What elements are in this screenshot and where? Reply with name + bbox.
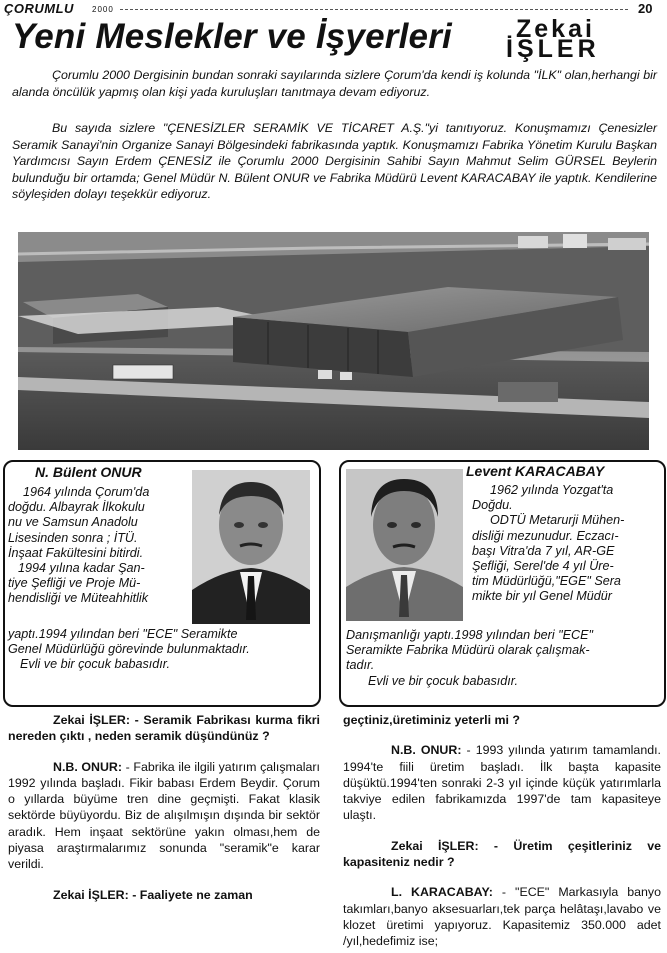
magazine-brand: ÇORUMLU: [4, 1, 74, 16]
interview-answer: L. KARACABAY: - "ECE" Markasıyla banyo takımları,banyo aksesuarları,tek parça helâtaşı,lavabo ve klozet üretimi yapıyoruz. Kapasitemiz 350.000 adet /yıl,hedefimiz ise;: [343, 885, 661, 949]
header-divider: [120, 9, 628, 10]
portrait-photo: [192, 470, 310, 624]
factory-aerial-photo: [18, 232, 649, 450]
intro-paragraph: Çorumlu 2000 Dergisinin bundan sonraki sayılarında sizlere Çorum'da kendi iş kolunda "İLK" olan,herhangi bir alanda öncülük yapmış olan kişi yada kuruluşları tanıtmaya devam ediyoruz.: [12, 68, 657, 99]
interview-question: geçtiniz,üretiminiz yeterli mi ?: [343, 713, 520, 727]
bio-name: N. Bülent ONUR: [35, 464, 142, 480]
interview-answer: N.B. ONUR: - 1993 yılında yatırım tamamlandı. 1994'te fiili üretim başladı. İlk başta kapasite düşüktü.1994'ten sonraki 2-3 yıl içinde küçük yatırımlarla takviye edilen fabrikamızda 1997'de tam kapasiteye ulaştı.: [343, 743, 661, 823]
factory-photo-drawing: [18, 232, 649, 450]
bio-text-onur: 1964 yılında Çorum'da doğdu. Albayrak İlkokulu nu ve Samsun Anadolu Lisesinden sonra ; İTÜ. İnşaat Fakültesini bitirdi. 1994 yılına kadar Şan- tiye Şefliği ve Proje Mü- hendisliği ve Müteahhitlik: [8, 485, 150, 606]
portrait-onur: [192, 470, 310, 624]
intro-paragraph: Bu sayıda sizlere "ÇENESİZLER SERAMİK VE TİCARET A.Ş."yi tanıtıyoruz. Konuşmamızı Çenesizler Seramik Sanayi'nin Organize Sanayi Bölgesindeki fabrikasında yaptık. Konuşmamızı Fabrika Yönetim Kurulu Başkan Yardımcısı Sayın Erdem ÇENESİZ ile Çorumlu 2000 Dergisinin Sahibi Sayın Mahmut Selim GÜRSEL Beylerin bulunduğu bir ortamda; Genel Müdür N. Bülent ONUR ve Fabrika Müdürü Levent KARACABAY ile yaptık. Kendilerine söyleşiden dolayı teşekkür ediyoruz.: [12, 121, 657, 202]
interview-column-right: [343, 712, 661, 950]
bio-text-karacabay-cont: Danışmanlığı yaptı.1998 yılından beri "ECE" Seramikte Fabrika Müdürü olarak çalışmak- tadır. Evli ve bir çocuk babasıdır.: [346, 628, 593, 688]
interview-answer: N.B. ONUR: - Fabrika ile ilgili yatırım çalışmaları 1992 yılında başladı. Fikir babası Erdem Beydir. Çorum o yıllarda büyüme tren dine geçmişti. Fakat klasik sektörde büyüyordu. Biz de alışılmışın dışında bir sektör aradık. Hem inşaat sektörüne yakın olması,hem de piyasa araştırmalarımız sonunda "seramik"e karar verildi.: [8, 759, 320, 872]
author-last-name: İŞLER: [506, 35, 600, 63]
interview-question: Zekai İŞLER: - Faaliyete ne zaman: [53, 887, 253, 902]
interview-question: Zekai İŞLER: - Üretim çeşitleriniz ve kapasiteniz nedir ?: [343, 838, 661, 870]
page-number: 20: [638, 1, 653, 16]
interview-column-left: [8, 712, 320, 903]
bio-text-onur-cont: yaptı.1994 yılından beri "ECE" Seramikte Genel Müdürlüğü görevinde bulunmaktadır. Evli ve bir çocuk babasıdır.: [8, 627, 250, 672]
portrait-photo: [346, 469, 463, 621]
bio-text-karacabay: 1962 yılında Yozgat'ta Doğdu. ODTÜ Metarurji Mühen- disliği mezunudur. Eczacı- başı Vitra'da 7 yıl, AR-GE Şefliği, Serel'de 4 yıl Üre- tim Müdürlüğü,"EGE" Sera mikte bir yıl Genel Müdür: [472, 483, 625, 604]
portrait-karacabay: [346, 469, 463, 621]
magazine-year: 2000: [92, 5, 114, 14]
bio-name: Levent KARACABAY: [466, 463, 605, 479]
interview-question: Zekai İŞLER: - Seramik Fabrikası kurma fikri nereden çıktı , neden seramik düşündünüz ?: [8, 713, 320, 744]
author-first-name: Zekai: [516, 15, 595, 43]
article-title: Yeni Meslekler ve İşyerleri: [12, 17, 452, 56]
